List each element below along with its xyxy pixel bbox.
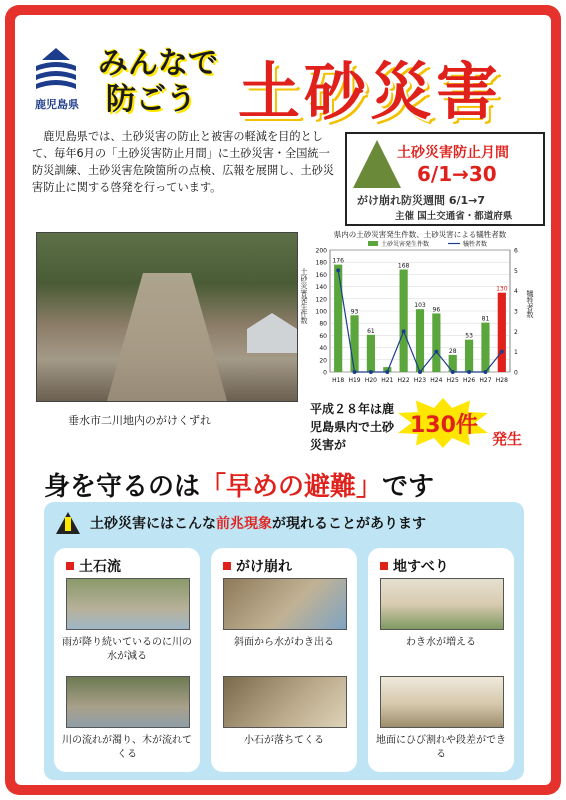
headline-highlight: 「早めの避難」 xyxy=(200,472,383,502)
campaign-title: 土砂災害防止月間 xyxy=(397,145,509,161)
legend-swatch-bars xyxy=(368,241,378,246)
card-caption: 小石が落ちてくる xyxy=(244,735,324,746)
y-tick-label: 180 xyxy=(315,259,327,267)
victims-point xyxy=(336,268,340,272)
square-bullet-icon xyxy=(380,562,388,570)
prefecture-name: 鹿児島県 xyxy=(35,98,79,111)
bar-value-label: 28 xyxy=(448,347,457,355)
kagoshima-prefecture-emblem-icon xyxy=(32,48,80,92)
bar-value-label: 53 xyxy=(465,332,473,340)
card-landslide xyxy=(368,548,514,772)
y-tick-label: 40 xyxy=(319,345,327,353)
card-cliff-collapse xyxy=(211,548,357,772)
headline-post: です xyxy=(382,472,435,502)
card-caption: 斜面から水がわき出る xyxy=(234,637,334,648)
card-caption: 川の流れが濁り、木が流れてくる xyxy=(62,735,192,760)
river-illustration xyxy=(66,578,190,630)
bar xyxy=(498,293,506,372)
bar xyxy=(481,323,489,372)
victims-point xyxy=(418,370,422,374)
bar xyxy=(334,265,342,372)
y-tick-label: 160 xyxy=(315,271,327,279)
x-tick-label: H23 xyxy=(413,377,427,384)
square-bullet-icon xyxy=(66,562,74,570)
square-bullet-icon xyxy=(223,562,231,570)
bar-value-label: 168 xyxy=(397,262,410,270)
victims-point xyxy=(385,370,389,374)
x-tick-label: H27 xyxy=(479,377,492,384)
bar-value-label: 130 xyxy=(496,285,508,293)
bar-value-label: 103 xyxy=(414,302,426,310)
warning-icon xyxy=(56,512,80,534)
y-tick-label: 140 xyxy=(315,284,327,292)
card-title: がけ崩れ xyxy=(236,559,292,575)
bar xyxy=(465,340,473,372)
victims-point xyxy=(353,370,357,374)
victims-point xyxy=(500,350,504,354)
card-title: 土石流 xyxy=(79,559,121,575)
headline-pre: 身を守るのは xyxy=(44,472,201,502)
y-tick-label: 60 xyxy=(319,332,327,340)
landslide-photo xyxy=(36,232,298,402)
bar-value-label: 176 xyxy=(332,257,344,265)
y2-tick-label: 6 xyxy=(514,247,518,255)
y-tick-label: 200 xyxy=(315,247,327,255)
victims-point xyxy=(369,370,373,374)
intro-text: 鹿児島県では、土砂災害の防止と被害の軽減を目的として、毎年6月の「土砂災害防止月間」に土砂災害・全国統一防災訓練、土砂災害危険箇所の点検、広報を展開し、土砂災害防止に関する啓発を行っています。 xyxy=(32,130,335,194)
headline xyxy=(44,466,524,503)
card-debris-flow xyxy=(54,548,200,772)
bar xyxy=(432,313,440,372)
y2-tick-label: 1 xyxy=(514,349,518,357)
card-caption: 雨が降り続いているのに川の水が減る xyxy=(62,637,192,662)
victims-point xyxy=(451,370,455,374)
y2-axis-label: 犠牲者数 xyxy=(526,290,534,318)
photo-caption: 垂水市二川地内のがけくずれ xyxy=(68,414,211,427)
bar xyxy=(400,270,408,372)
x-tick-label: H24 xyxy=(430,377,443,384)
muddy-river-illustration xyxy=(66,676,190,728)
campaign-dates: 6/1→30 xyxy=(417,162,497,186)
y-tick-label: 0 xyxy=(323,369,327,377)
prefecture-logo xyxy=(22,48,92,112)
x-tick-label: H21 xyxy=(381,377,394,384)
campaign-sponsor: 主催 国土交通省・都道府県 xyxy=(395,211,513,222)
card-caption: わき水が増える xyxy=(406,637,476,648)
warning-text: 土砂災害にはこんな前兆現象が現れることがあります xyxy=(90,516,426,532)
bar-value-label: 81 xyxy=(481,315,490,323)
x-tick-label: H25 xyxy=(446,377,459,384)
y2-tick-label: 0 xyxy=(514,369,518,377)
house-water-illustration xyxy=(380,578,504,630)
slogan-line2: 防ごう xyxy=(106,82,196,117)
legend-label: 土砂災害発生件数 xyxy=(381,241,430,248)
y-axis-label: 土砂災害発生件数 xyxy=(300,268,308,324)
bar xyxy=(449,355,457,372)
x-tick-label: H19 xyxy=(348,377,361,384)
ground-crack-illustration xyxy=(380,676,504,728)
y2-tick-label: 3 xyxy=(514,308,518,316)
main-title: 土砂災害 xyxy=(238,55,503,128)
bar-value-label: 96 xyxy=(432,306,441,314)
y-tick-label: 120 xyxy=(315,296,327,304)
stat-count: 130件 xyxy=(410,413,478,438)
x-tick-label: H20 xyxy=(364,377,377,384)
card-title: 地すべり xyxy=(393,559,449,575)
chart-title: 県内の土砂災害発生件数、土砂災害による犠牲者数 xyxy=(333,230,507,239)
disaster-chart xyxy=(298,228,536,394)
y-tick-label: 20 xyxy=(319,357,327,365)
stat-suffix: 発生 xyxy=(492,430,523,448)
x-tick-label: H18 xyxy=(332,377,345,384)
chart-svg xyxy=(298,228,536,394)
y2-tick-label: 2 xyxy=(514,328,518,336)
slogan-line1: みんなで xyxy=(98,46,218,81)
card-caption: 地面にひび割れや段差ができる xyxy=(376,735,506,760)
campaign-box xyxy=(345,132,545,226)
stat-text: 平成２８年は鹿児島県内で土砂災害が xyxy=(310,402,395,452)
y2-tick-label: 4 xyxy=(514,288,518,296)
mountain-icon xyxy=(353,140,401,188)
victims-point xyxy=(467,370,471,374)
bar xyxy=(367,335,375,372)
campaign-week: がけ崩れ防災週間 6/1→7 xyxy=(357,194,486,207)
bar-value-label: 93 xyxy=(350,308,359,316)
victims-point xyxy=(434,350,438,354)
bar-value-label: 61 xyxy=(367,327,375,335)
victims-point xyxy=(402,329,406,333)
y-tick-label: 80 xyxy=(319,320,327,328)
spring-slope-illustration xyxy=(223,578,347,630)
y2-tick-label: 5 xyxy=(514,267,518,275)
x-tick-label: H28 xyxy=(495,377,508,384)
bar xyxy=(350,315,358,372)
y-tick-label: 100 xyxy=(315,308,327,316)
bar xyxy=(416,309,424,372)
stat-burst xyxy=(398,398,488,448)
x-tick-label: H22 xyxy=(397,377,410,384)
warning-bar xyxy=(56,508,514,538)
victims-point xyxy=(483,370,487,374)
legend-label: 犠牲者数 xyxy=(463,241,488,248)
falling-rocks-illustration xyxy=(223,676,347,728)
slogan xyxy=(98,46,238,118)
x-tick-label: H26 xyxy=(463,377,476,384)
